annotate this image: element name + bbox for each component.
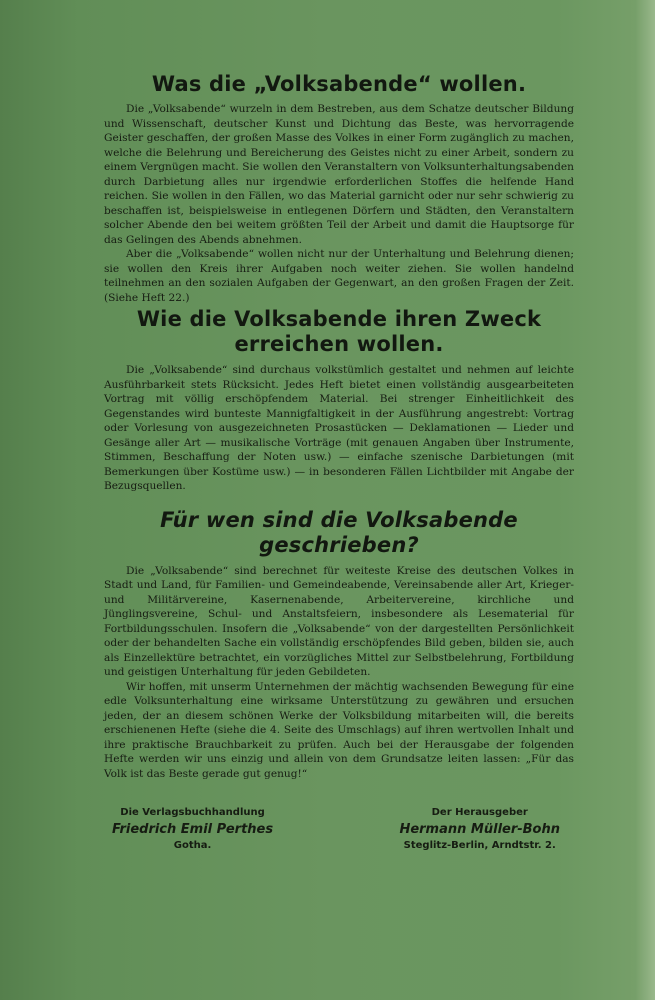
paragraph-for-whom-2: Wir hoffen, mit unserm Unternehmen der mächtig wachsenden Bewegung für eine edle Volksunterhaltung eine wirksame Unterstützung zu gewähren und ersuchen jeden, der an diesem schönen Werke der Volksbildung mitarbeiten will, die bereits erschienenen Hefte (siehe die 4. Seite des Umschlags) auf ihren wertvollen Inhalt und ihre praktische Brauchbarkeit zu prüfen. Auch bei der Herausgabe der folgenden Hefte werden wir uns einzig und allein von dem Grundsatze leiten lassen: „Für das Volk ist das Beste gerade gut genug!“ [104,680,574,780]
paragraph-how-1: Die „Volksabende“ sind durchaus volkstümlich gestaltet und nehmen auf leichte Ausführbarkeit stets Rücksicht. Jedes Heft bietet einen vollständig ausgearbeiteten Vortrag mit völlig erschöpfendem Material. Bei strenger Einheitlichkeit des Gegenstandes wird bunteste Mannigfaltigkeit in der Ausführung angestrebt: Vortrag oder Vorlesung von ausgezeichneten Prosastücken — Deklamationen — Lieder und Gesänge aller Art — musikalische Vorträge (mit genauen Angaben über Instrumente, Stimmen, Beschaffung der Noten usw.) — einfache szenische Darbietungen (mit Bemerkungen über Kostüme usw.) — in besonderen Fällen Lichtbilder mit Angabe der Bezugsquellen. [104,364,574,492]
signature-publisher [112,806,273,853]
paragraph-what-1: Die „Volksabende“ wurzeln in dem Bestreben, aus dem Schatze deutscher Bildung und Wissenschaft, deutscher Kunst und Dichtung das Beste, was hervorragende Geister geschaffen, der großen Masse des Volkes in einer Form zugänglich zu machen, welche die Belehrung und Bereicherung des Geistes nicht zu einer Arbeit, sondern zu einem Vergnügen macht. Sie wollen den Veranstaltern von Volksunterhaltungsabenden durch Darbietung alles nur irgendwie erforderlichen Stoffes die helfende Hand reichen. Sie wollen in den Fällen, wo das Material garnicht oder nur sehr schwierig zu beschaffen ist, beispielsweise in entlegenen Dörfern und Städten, den Veranstaltern solcher Abende den bei weitem größten Teil der Arbeit und damit die Hauptsorge für das Gelingen des Abends abnehmen. [104,103,574,246]
editor-place: Steglitz-Berlin, Arndtstr. 2. [403,840,556,851]
page-content [104,72,574,853]
section-title-for-whom: Für wen sind die Volksabende geschrieben? [160,507,518,557]
editor-name: Hermann Müller-Bohn [399,822,560,837]
paragraph-for-whom-1: Die „Volksabende“ sind berechnet für weiteste Kreise des deutschen Volkes in Stadt und Land, für Familien- und Gemeindeabende, Vereinsabende aller Art, Krieger- und Militärvereine, Kasernenabende, Arbeitervereine, kirchliche und Jünglingsvereine, Schul- und Anstaltsfeiern, insbesondere als Lesematerial für Fortbildungsschulen. Insofern die „Volksabende“ von der dargestellten Persönlichkeit oder der behandelten Sache ein vollständig erschöpfendes Bild geben, bilden sie, auch als Einzellektüre betrachtet, ein vorzügliches Mittel zur Selbstbelehrung, Fortbildung und geistigen Unterhaltung für jeden Gebildeten. [104,564,574,678]
signatures [104,806,574,853]
publisher-name: Friedrich Emil Perthes [112,822,274,837]
paragraph-what-2: Aber die „Volksabende“ wollen nicht nur der Unterhaltung und Belehrung dienen; sie wollen den Kreis ihrer Aufgaben noch weiter ziehen. Sie wollen handelnd teilnehmen an den sozialen Aufgaben der Gegenwart, an den großen Fragen der Zeit. (Siehe Heft 22.) [104,248,574,304]
publisher-place: Gotha. [173,840,212,851]
section-title-how: Wie die Volksabende ihren Zweck erreichen wollen. [136,307,542,356]
signature-editor [399,806,560,853]
editor-role: Der Herausgeber [431,807,528,818]
publisher-role: Die Verlagsbuchhandlung [120,807,265,818]
section-title-what: Was die „Volksabende“ wollen. [151,72,527,96]
